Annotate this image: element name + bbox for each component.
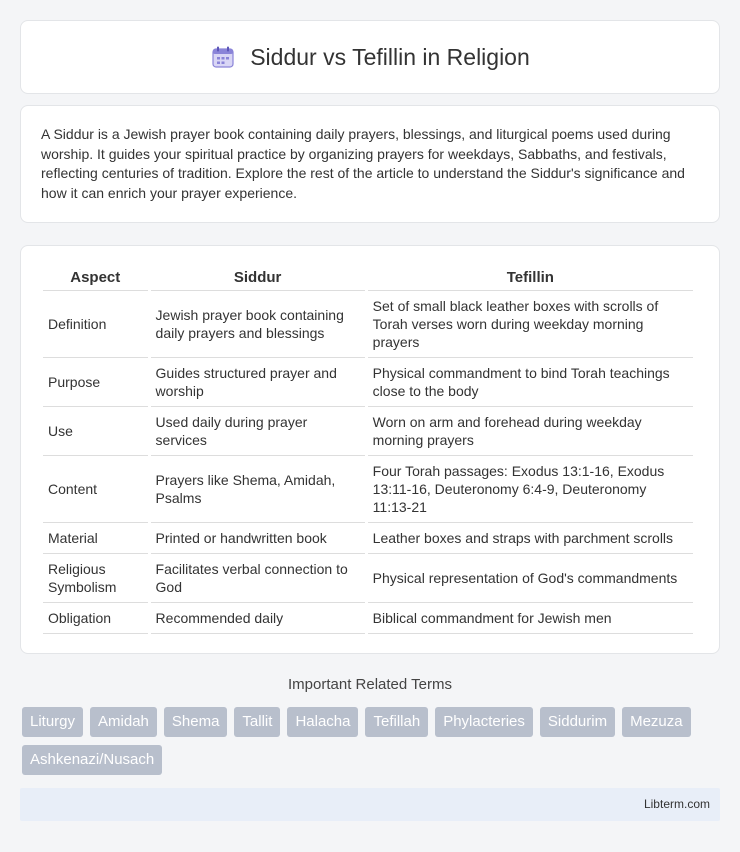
tag-siddurim[interactable]: Siddurim (540, 707, 615, 737)
cell-siddur: Jewish prayer book containing daily prayers and blessings (151, 291, 365, 358)
tag-tefillah[interactable]: Tefillah (365, 707, 428, 737)
table-row (43, 407, 693, 456)
header-aspect: Aspect (43, 266, 148, 291)
tag-mezuza[interactable]: Mezuza (622, 707, 691, 737)
related-terms-tags (22, 707, 722, 775)
table-row (43, 291, 693, 358)
cell-aspect: Purpose (43, 358, 148, 407)
calendar-icon (210, 44, 236, 70)
table-header-row (43, 266, 693, 291)
cell-tefillin: Worn on arm and forehead during weekday morning prayers (368, 407, 693, 456)
cell-aspect: Religious Symbolism (43, 554, 148, 603)
cell-tefillin: Physical commandment to bind Torah teachings close to the body (368, 358, 693, 407)
cell-siddur: Recommended daily (151, 603, 365, 634)
cell-aspect: Obligation (43, 603, 148, 634)
cell-tefillin: Leather boxes and straps with parchment scrolls (368, 523, 693, 554)
comparison-table-card (20, 245, 720, 654)
intro-text: A Siddur is a Jewish prayer book containing daily prayers, blessings, and liturgical poems used during worship. It guides your spiritual practice by organizing prayers for weekdays, Sabbaths, and festivals, reflecting centuries of tradition. Explore the rest of the article to understand the Siddur's significance and how it can enrich your prayer experience. (41, 126, 685, 201)
tag-phylacteries[interactable]: Phylacteries (435, 707, 533, 737)
tag-ashkenazi-nusach[interactable]: Ashkenazi/Nusach (22, 745, 162, 775)
cell-siddur: Prayers like Shema, Amidah, Psalms (151, 456, 365, 523)
cell-siddur: Guides structured prayer and worship (151, 358, 365, 407)
cell-tefillin: Physical representation of God's commandments (368, 554, 693, 603)
cell-tefillin: Set of small black leather boxes with scrolls of Torah verses worn during weekday morning prayers (368, 291, 693, 358)
cell-aspect: Use (43, 407, 148, 456)
cell-tefillin: Four Torah passages: Exodus 13:1-16, Exodus 13:11-16, Deuteronomy 6:4-9, Deuteronomy 11:13-21 (368, 456, 693, 523)
table-row (43, 523, 693, 554)
tag-tallit[interactable]: Tallit (234, 707, 280, 737)
table-row (43, 358, 693, 407)
cell-tefillin: Biblical commandment for Jewish men (368, 603, 693, 634)
comparison-table (40, 266, 696, 634)
tag-amidah[interactable]: Amidah (90, 707, 157, 737)
header-card (20, 20, 720, 94)
header-tefillin: Tefillin (368, 266, 693, 291)
related-terms-title: Important Related Terms (288, 676, 452, 693)
table-row (43, 603, 693, 634)
cell-aspect: Content (43, 456, 148, 523)
cell-aspect: Definition (43, 291, 148, 358)
footer-site[interactable]: Libterm.com (643, 797, 710, 811)
intro-card (20, 105, 720, 223)
table-row (43, 554, 693, 603)
cell-siddur: Facilitates verbal connection to God (151, 554, 365, 603)
footer (20, 788, 720, 821)
tag-shema[interactable]: Shema (164, 707, 228, 737)
table-row (43, 456, 693, 523)
tag-liturgy[interactable]: Liturgy (22, 707, 83, 737)
cell-aspect: Material (43, 523, 148, 554)
page-title: Siddur vs Tefillin in Religion (250, 43, 530, 70)
header-siddur: Siddur (151, 266, 365, 291)
cell-siddur: Printed or handwritten book (151, 523, 365, 554)
title-wrap (210, 44, 530, 71)
cell-siddur: Used daily during prayer services (151, 407, 365, 456)
tag-halacha[interactable]: Halacha (287, 707, 358, 737)
